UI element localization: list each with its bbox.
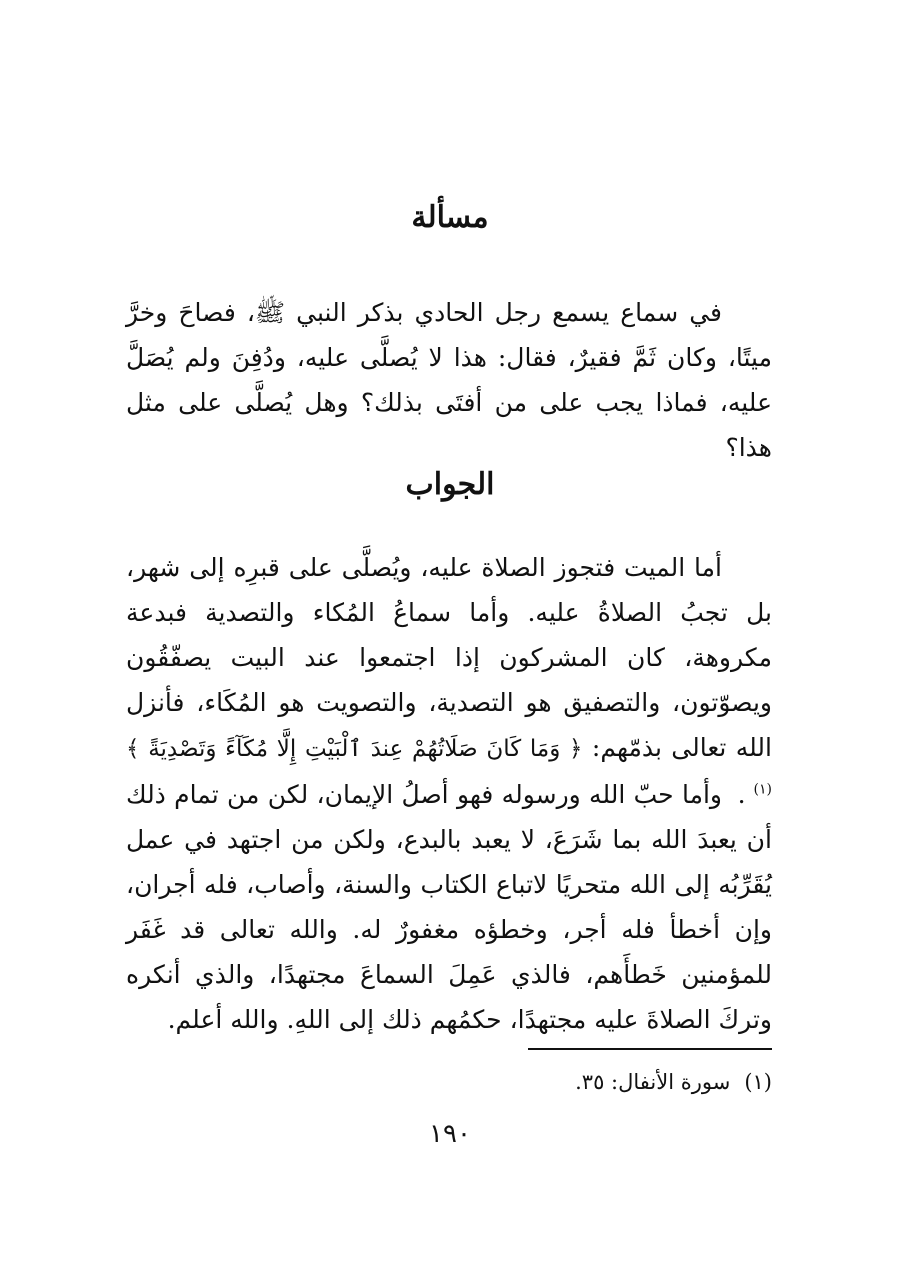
footnote: [126, 1066, 772, 1098]
footnote-number: (١): [744, 1070, 772, 1094]
footnote-reference: (١): [753, 781, 772, 798]
question-paragraph: [126, 290, 772, 470]
answer-paragraph-1-end: .: [737, 780, 746, 809]
answer-paragraph-1-text: أما الميت فتجوز الصلاة عليه، ويُصلَّى على قبرِه إلى شهر، بل تجبُ الصلاةُ عليه. وأما سماعُ المُكاء والتصدية فبدعة مكروهة، كان المشركون إذا اجتمعوا عند البيت يصفّقُون ويصوّتون، والتصفيق هو التصدية، والتصويت هو المُكَاء، فأنزل الله تعالى بذمّهم:: [126, 553, 772, 762]
footnote-divider: [528, 1048, 772, 1050]
answer-heading: الجواب: [405, 467, 495, 502]
question-text: في سماع يسمع رجل الحادي بذكر النبي ﷺ، فصاحَ وخرَّ ميتًا، وكان ثَمَّ فقيرٌ، فقال: هذا لا يُصلَّى عليه، ودُفِنَ ولم يُصَلَّ عليه، فماذا يجب على من أفتَى بذلك؟ وهل يُصلَّى على مثل هذا؟: [126, 298, 772, 462]
question-heading: مسألة: [411, 200, 489, 235]
answer-paragraph-2: [126, 772, 772, 1042]
footnote-text: سورة الأنفال: ٣٥.: [575, 1070, 731, 1094]
answer-paragraph-2-text: وأما حبّ الله ورسوله فهو أصلُ الإيمان، لكن من تمام ذلك أن يعبدَ الله بما شَرَعَ، لا يعبد بالبدع، ولكن من اجتهد في عمل يُقَرِّبُه إلى الله متحريًا لاتباع الكتاب والسنة، وأصاب، فله أجران، وإن أخطأ فله أجر، وخطؤه مغفورٌ له. والله تعالى قد غَفَر للمؤمنين خَطأَهم، فالذي عَمِلَ السماعَ مجتهدًا، والذي أنكره وتركَ الصلاةَ عليه مجتهدًا، حكمُهم ذلك إلى اللهِ. والله أعلم.: [126, 780, 772, 1034]
quran-verse: ﴿ وَمَا كَانَ صَلَاتُهُمْ عِندَ ٱلْبَيْتِ إِلَّا مُكَآءً وَتَصْدِيَةً ﴾: [126, 736, 583, 762]
page-number: ١٩٠: [429, 1119, 471, 1149]
